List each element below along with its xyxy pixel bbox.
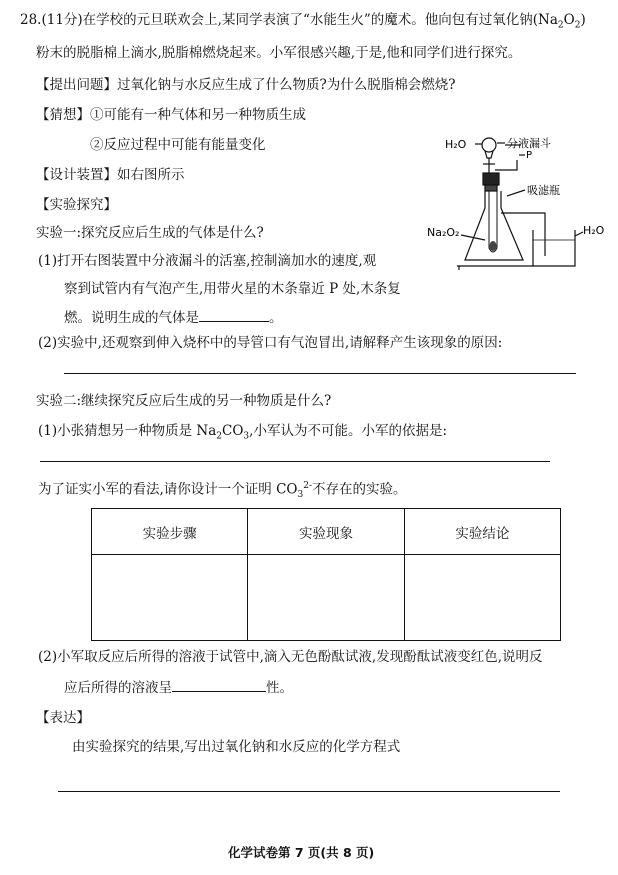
hypothesis-1: 【猜想】①可能有一种气体和另一种物质生成 <box>36 107 306 123</box>
solution-nature-blank[interactable] <box>172 679 266 692</box>
table-cell-steps[interactable] <box>92 555 248 641</box>
experiment-1-q1-line1: (1)打开右图装置中分液漏斗的活塞,控制滴加水的速度,观 <box>38 253 377 269</box>
equation-answer-line[interactable] <box>58 791 560 792</box>
expression-prompt: 由实验探究的结果,写出过氧化钠和水反应的化学方程式 <box>72 739 401 755</box>
page-footer: 化学试卷第 7 页(共 8 页) <box>228 845 375 860</box>
question-28-intro-line1: 28.(11分)在学校的元旦联欢会上,某同学表演了“水能生火”的魔术。他向包有过氧化钠$(Na_2O_2)$ <box>20 12 586 31</box>
verification-prompt: 为了证实小军的看法,请你设计一个证明 $CO_3^{2-}$不存在的实验。 <box>38 481 407 501</box>
question-28-intro-line2: 粉末的脱脂棉上滴水,脱脂棉燃烧起来。小军很感兴趣,于是,他和同学们进行探究。 <box>36 45 522 61</box>
hypothesis-2: ②反应过程中可能有能量变化 <box>90 137 266 153</box>
table-header-phenomena: 实验现象 <box>248 509 404 555</box>
table-header-steps: 实验步骤 <box>92 509 248 555</box>
separatory-funnel <box>482 138 496 152</box>
table-cell-phenomena[interactable] <box>248 555 404 641</box>
experiment-1-title: 实验一:探究反应后生成的气体是什么? <box>36 225 264 241</box>
experiment-1-q2: (2)实验中,还观察到伸入烧杯中的导管口有气泡冒出,请解释产生该现象的原因: <box>38 335 503 351</box>
table-header-conclusion: 实验结论 <box>404 509 560 555</box>
experiment-2-q2-line1: (2)小军取反应后所得的溶液于试管中,滴入无色酚酞试液,发现酚酞试液变红色,说明反 <box>38 649 543 665</box>
stopper <box>483 173 499 185</box>
problem-statement: 【提出问题】过氧化钠与水反应生成了什么物质?为什么脱脂棉会燃烧? <box>36 77 456 93</box>
experiment-1-q1-line2: 察到试管内有气泡产生,用带火星的木条靠近 P 处,木条复 <box>64 281 401 297</box>
funnel-label: 分液漏斗 <box>507 137 551 150</box>
h2o-beaker-label: H₂O <box>583 224 605 237</box>
p-label: P <box>526 150 533 161</box>
experiment-1-q1-line3: 燃。说明生成的气体是 。 <box>64 310 283 326</box>
design-statement: 【设计装置】如右图所示 <box>36 167 185 183</box>
answer-line-2[interactable] <box>40 461 550 462</box>
h2o-funnel-label: H₂O <box>445 138 467 151</box>
na2o2-label: Na₂O₂ <box>427 226 460 239</box>
sodium-peroxide-solid <box>490 241 497 251</box>
experiment-2-q1: (1)小张猜想另一种物质是 $Na_2CO_3$,小军认为不可能。小军的依据是: <box>38 423 447 442</box>
apparatus-diagram <box>425 128 615 288</box>
gas-answer-blank[interactable] <box>199 309 269 322</box>
experiment-2-q2-line2: 应后所得的溶液呈 性。 <box>64 680 293 696</box>
table-cell-conclusion[interactable] <box>404 555 560 641</box>
experiment-2-title: 实验二:继续探究反应后生成的另一种物质是什么? <box>36 393 332 409</box>
expression-heading: 【表达】 <box>36 710 90 726</box>
exploration-heading: 【实验探究】 <box>36 197 117 213</box>
answer-line-1[interactable] <box>64 373 576 374</box>
flask-label: 吸滤瓶 <box>527 184 560 197</box>
experiment-table <box>91 508 561 641</box>
beaker <box>533 230 575 266</box>
